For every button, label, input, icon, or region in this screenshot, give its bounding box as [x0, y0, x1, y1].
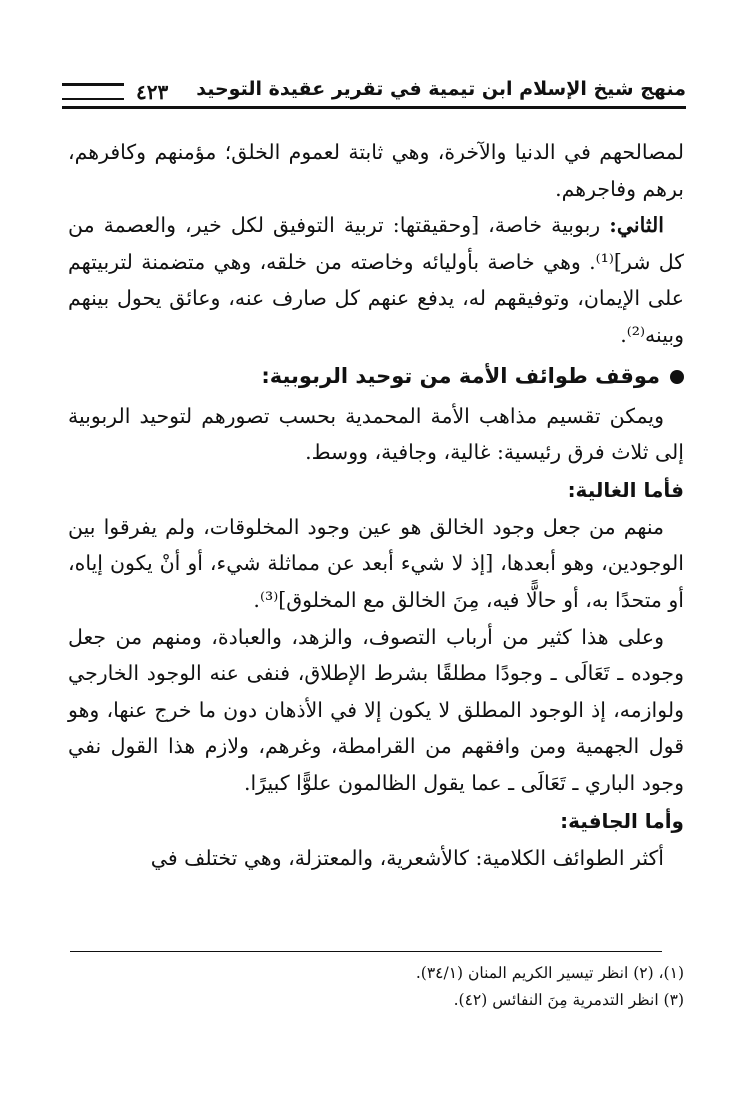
section-heading — [68, 356, 684, 396]
paragraph-2-lead: الثاني: — [609, 213, 664, 238]
bullet-icon — [670, 370, 684, 384]
running-title: منهج شيخ الإسلام ابن تيمية في تقرير عقيدة التوحيد — [196, 78, 686, 100]
paragraph-4: منهم من جعل وجود الخالق هو عين وجود المخلوقات، ولم يفرقوا بين الوجودين، وهو أبعدها، [إذ لا شيء أبعد عن مماثلة شيء، أو أنْ يكون إياه، أو متحدًا به، أو حالًّا فيه، مِنَ الخالق مع المخلوق]⁽³⁾. — [68, 514, 684, 612]
footnote-2: (٣) انظر التدمرية مِنَ النفائس (٤٢). — [453, 991, 684, 1009]
paragraph-2-text: ربوبية خاصة، [وحقيقتها: تربية التوفيق لكل خير، والعصمة من كل شر]⁽¹⁾. وهي خاصة بأوليائه وخاصته من خلقه، وهي متضمنة لتربيتهم على الإيمان، وتوفيقهم له، يدفع عنهم كل صارف عنه، وعائق يحول بينهم وبينه⁽²⁾. — [68, 213, 684, 347]
paragraph-3: ويمكن تقسيم مذاهب الأمة المحمدية بحسب تصورهم لتوحيد الربوبية إلى ثلاث فرق رئيسية: غالية، وجافية، ووسط. — [68, 403, 684, 465]
page-header — [62, 76, 686, 120]
paragraph-1: لمصالحهم في الدنيا والآخرة، وهي ثابتة لعموم الخلق؛ مؤمنهم وكافرهم، برهم وفاجرهم. — [68, 140, 684, 201]
footnote-1: (١)، (٢) انظر تيسير الكريم المنان (٣٤/١). — [415, 964, 684, 982]
header-rule — [62, 106, 686, 109]
page-number-rule — [62, 83, 124, 100]
page-body — [68, 134, 684, 876]
footnote-rule — [70, 951, 662, 952]
paragraph-2 — [68, 207, 684, 353]
paragraph-5: وعلى هذا كثير من أرباب التصوف، والزهد، والعبادة، ومنهم من جعل وجوده ـ تَعَالَى ـ وجودًا مطلقًا بشرط الإطلاق، فنفى عنه الوجود الخارجي ولوازمه، إذ الوجود المطلق لا يكون إلا في الأذهان دون ما خرج عنها، وهو قول الجهمية ومن وافقهم من القرامطة، وغرهم، ولازم هذا القول نفي وجود الباري ـ تَعَالَى ـ عما يقول الظالمون علوًّا كبيرًا. — [68, 624, 684, 795]
footnotes — [70, 960, 684, 1014]
subheading-ghaliya: فأما الغالية: — [567, 477, 684, 502]
section-heading-text: موقف طوائف الأمة من توحيد الربوبية: — [261, 363, 660, 388]
subheading-jafiya: وأما الجافية: — [560, 808, 684, 833]
page-number: ٤٢٣ — [136, 80, 169, 104]
paragraph-6: أكثر الطوائف الكلامية: كالأشعرية، والمعتزلة، وهي تختلف في — [150, 845, 664, 870]
